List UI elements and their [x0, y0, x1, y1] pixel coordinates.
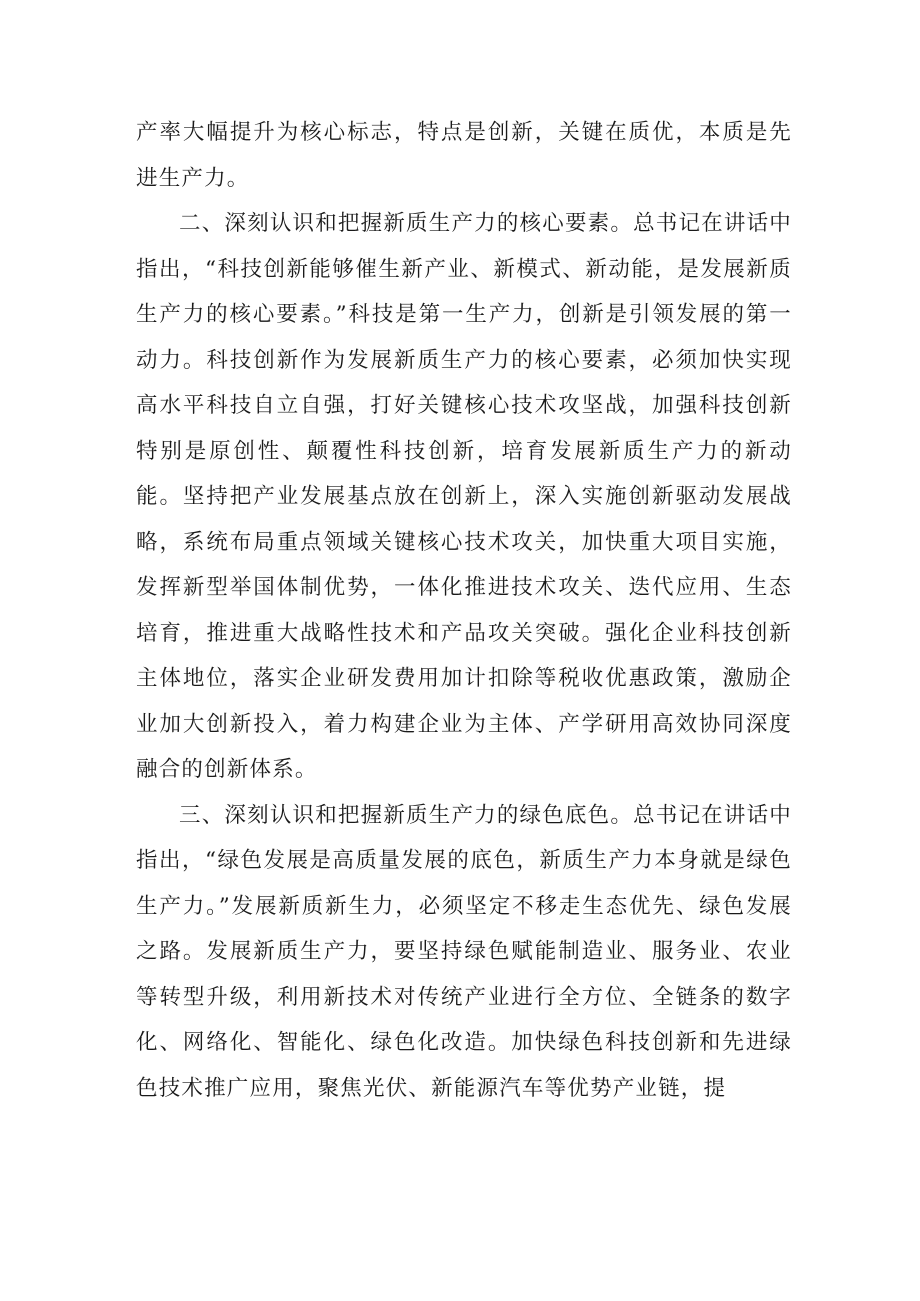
paragraph-section-two: 二、深刻认识和把握新质生产力的核心要素。总书记在讲话中指出，“科技创新能够催生新产业、新模式、新动能，是发展新质生产力的核心要素。”科技是第一生产力，创新是引领发展的第一动力。科技创新作为发展新质生产力的核心要素，必须加快实现高水平科技自立自强，打好关键核心技术攻坚战，加强科技创新特别是原创性、颠覆性科技创新，培育发展新质生产力的新动能。坚持把产业发展基点放在创新上，深入实施创新驱动发展战略，系统布局重点领域关键核心技术攻关，加快重大项目实施，发挥新型举国体制优势，一体化推进技术攻关、迭代应用、生态培育，推进重大战略性技术和产品攻关突破。强化企业科技创新主体地位，落实企业研发费用加计扣除等税收优惠政策，激励企业加大创新投入，着力构建企业为主体、产学研用高效协同深度融合的创新体系。	[136, 211, 792, 782]
paragraph-continuation: 产率大幅提升为核心标志，特点是创新，关键在质优，本质是先进生产力。	[136, 120, 792, 191]
document-body	[136, 110, 792, 1111]
paragraph-section-three: 三、深刻认识和把握新质生产力的绿色底色。总书记在讲话中指出，“绿色发展是高质量发展的底色，新质生产力本身就是绿色生产力。”发展新质新生力，必须坚定不移走生态优先、绿色发展之路。发展新质生产力，要坚持绿色赋能制造业、服务业、农业等转型升级，利用新技术对传统产业进行全方位、全链条的数字化、网络化、智能化、绿色化改造。加快绿色科技创新和先进绿色技术推广应用，聚焦光伏、新能源汽车等优势产业链，提	[136, 802, 792, 1101]
